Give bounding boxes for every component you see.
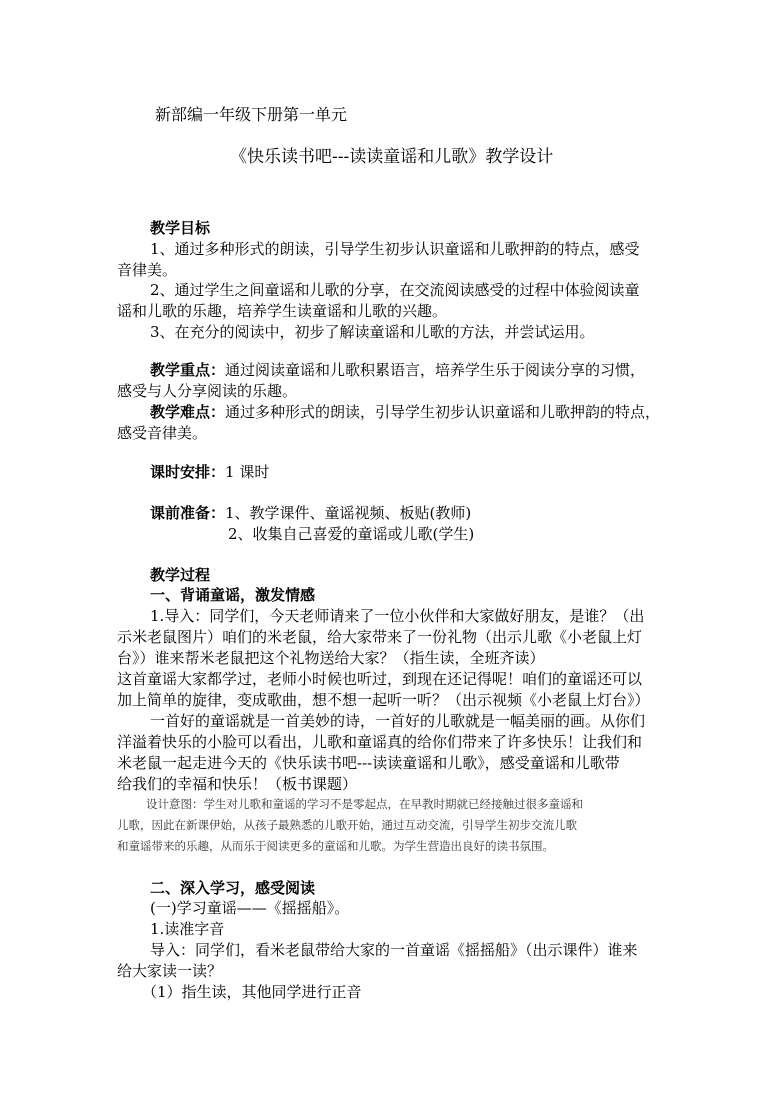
process-para-line: 示米老鼠图片）咱们的米老鼠，给大家带来了一份礼物（出示儿歌《小老鼠上灯 xyxy=(117,628,643,646)
design-note-line: 设计意图：学生对儿歌和童谣的学习不是零起点，在早教时期就已经接触过很多童谣和 xyxy=(146,797,583,811)
key-point-line-2: 感受与人分享阅读的乐趣。 xyxy=(117,382,298,400)
process-para-line: 1.导入：同学们，今天老师请来了一位小伙伴和大家做好朋友，是谁？（出 xyxy=(150,607,645,625)
process-heading: 教学过程 xyxy=(150,566,211,584)
schedule-label: 课时安排： xyxy=(150,463,226,481)
subsection-heading: (一)学习童谣——《摇摇船》。 xyxy=(150,899,350,917)
difficulty-line-1 xyxy=(150,401,660,423)
process-para-line: 一首好的童谣就是一首美妙的诗，一首好的儿歌就是一幅美丽的画。从你们 xyxy=(150,712,646,730)
prep-label: 课前准备： xyxy=(150,504,226,522)
goal-2-line-2: 谣和儿歌的乐趣，培养学生读童谣和儿歌的兴趣。 xyxy=(117,302,448,320)
unit-title: 新部编一年级下册第一单元 xyxy=(155,105,348,124)
section-2-heading: 二、深入学习，感受阅读 xyxy=(150,879,316,897)
process-para-line: 给大家读一读？ xyxy=(117,962,223,980)
goal-3: 3、在充分的阅读中，初步了解读童谣和儿歌的方法，并尝试运用。 xyxy=(150,323,595,341)
prep-item-2: 2、收集自己喜爱的童谣或儿歌(学生) xyxy=(228,525,475,543)
schedule-value: 1 课时 xyxy=(225,463,270,481)
lesson-title: 《快乐读书吧---读读童谣和儿歌》教学设计 xyxy=(230,147,554,167)
goal-2-line-1: 2、通过学生之间童谣和儿歌的分享，在交流阅读感受的过程中体验阅读童 xyxy=(150,281,640,299)
key-point-label: 教学重点： xyxy=(150,361,226,379)
goal-1-line-1: 1、通过多种形式的朗读，引导学生初步认识童谣和儿歌押韵的特点，感受 xyxy=(150,240,640,258)
goal-1-line-2: 音律美。 xyxy=(117,261,178,279)
process-para-line: 导入：同学们，看米老鼠带给大家的一首童谣《摇摇船》（出示课件）谁来 xyxy=(150,941,638,959)
process-para-line: （1）指生读，其他同学进行正音 xyxy=(142,983,362,1001)
process-para-line: 台》）谁来帮米老鼠把这个礼物送给大家？（指生读，全班齐读） xyxy=(117,649,545,667)
schedule xyxy=(150,461,269,483)
goals-heading: 教学目标 xyxy=(150,219,211,237)
key-point-text: 通过阅读童谣和儿歌积累语言，培养学生乐于阅读分享的习惯， xyxy=(225,361,646,379)
process-para-line: 洋溢着快乐的小脸可以看出，儿歌和童谣真的给你们带来了许多快乐！让我们和 xyxy=(117,733,643,751)
process-para-line: 这首童谣大家都学过，老师小时候也听过，到现在还记得呢！咱们的童谣还可以 xyxy=(117,670,643,688)
key-point-line-1 xyxy=(150,359,645,381)
difficulty-line-2: 感受音律美。 xyxy=(117,424,208,442)
section-1-heading: 一、背诵童谣，激发情感 xyxy=(150,586,316,604)
process-para-line: 给我们的幸福和快乐！（板书课题） xyxy=(117,775,358,793)
difficulty-text: 通过多种形式的朗读，引导学生初步认识童谣和儿歌押韵的特点， xyxy=(225,403,661,421)
design-note-line: 和童谣带来的乐趣，从而乐于阅读更多的童谣和儿歌。为学生营造出良好的读书氛围。 xyxy=(117,839,554,853)
design-note-line: 儿歌，因此在新课伊始，从孩子最熟悉的儿歌开始，通过互动交流，引导学生初步交流儿歌 xyxy=(117,818,577,832)
prep-line-1 xyxy=(150,502,471,524)
step-heading: 1.读准字音 xyxy=(150,920,225,938)
process-para-line: 米老鼠一起走进今天的《快乐读书吧---读读童谣和儿歌》，感受童谣和儿歌带 xyxy=(117,754,620,772)
prep-item-1: 1、教学课件、童谣视频、板贴(教师) xyxy=(225,504,472,522)
difficulty-label: 教学难点： xyxy=(150,403,226,421)
process-para-line: 加上简单的旋律，变成歌曲，想不想一起听一听？（出示视频《小老鼠上灯台》） xyxy=(117,691,650,709)
